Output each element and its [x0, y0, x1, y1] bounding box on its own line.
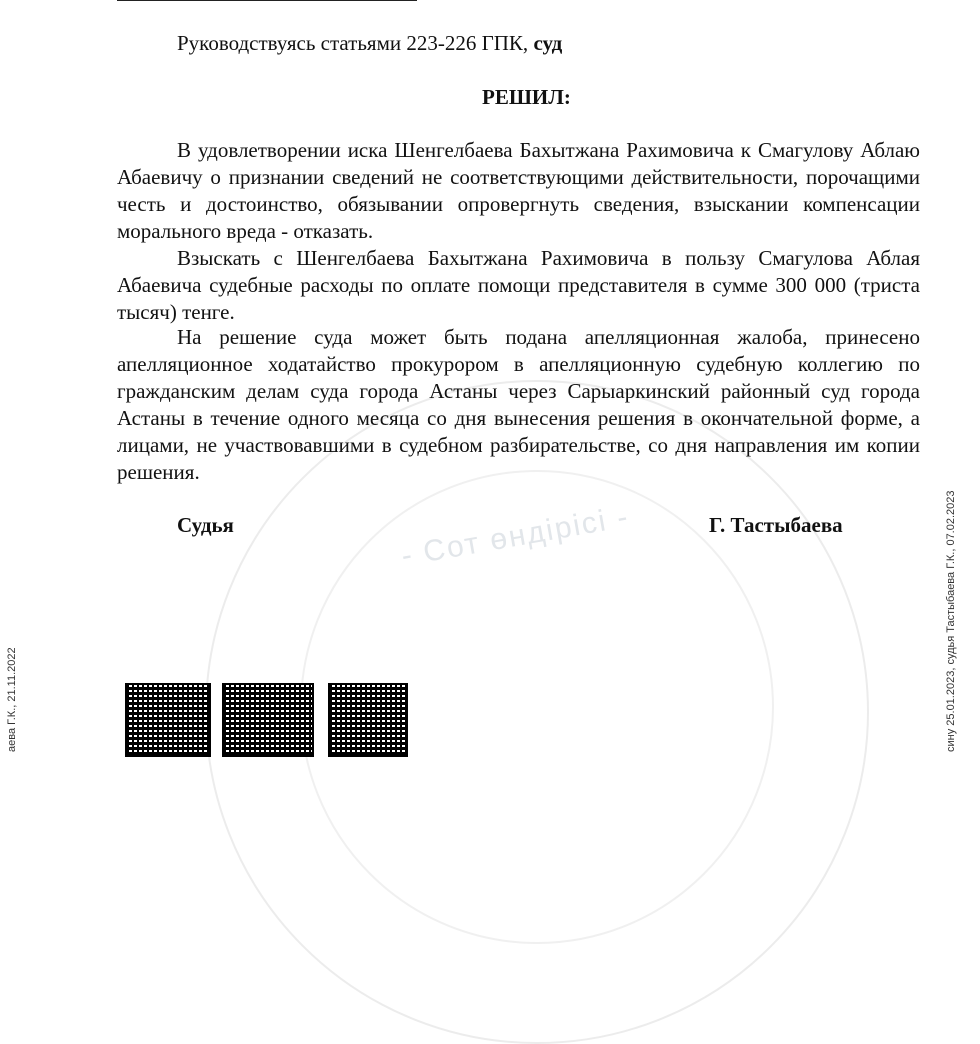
decision-heading: РЕШИЛ: [482, 85, 571, 109]
paragraph-appeal: На решение суда может быть подана апелляционная жалоба, принесено апелляционное ходатайство прокурором в апелляционную судебную коллегию по гражданским делам суда города Астаны через Сарыаркинский районный суд города Астаны в течение одного месяца со дня вынесения решения в окончательной форме, а лицами, не участвовавшими в судебном разбирательстве, со дня направления им копии решения. [117, 325, 920, 484]
watermark-text: - Сот өндірісі - [398, 500, 632, 573]
intro-text: Руководствуясь статьями 223-226 ГПК, [177, 31, 534, 55]
qr-code-3 [328, 683, 408, 757]
intro-court: суд [533, 31, 563, 55]
paragraph-costs: Взыскать с Шенгелбаева Бахытжана Рахимовича в пользу Смагулова Аблая Абаевича судебные расходы по оплате помощи представителя в сумме 300 000 (триста тысяч) тенге. [117, 246, 920, 324]
intro-line [177, 30, 562, 57]
paragraph-dismissal: В удовлетворении иска Шенгелбаева Бахытжана Рахимовича к Смагулову Аблаю Абаевичу о признании сведений не соответствующими действительности, порочащими честь и достоинство, обязывании опровергнуть сведения, взыскании компенсации морального вреда - отказать. [117, 138, 920, 243]
signature-name: Г. Тастыбаева [709, 513, 843, 537]
top-rule [117, 0, 417, 2]
signature-role: Судья [177, 513, 234, 537]
side-signature-stamp-left: аева Г.К., 21.11.2022 [6, 647, 18, 752]
qr-code-2 [222, 683, 314, 757]
side-signature-stamp-right: сину 25.01.2023, судья Тастыбаева Г.К., 07.02.2023 [945, 490, 957, 752]
qr-code-1 [125, 683, 211, 757]
